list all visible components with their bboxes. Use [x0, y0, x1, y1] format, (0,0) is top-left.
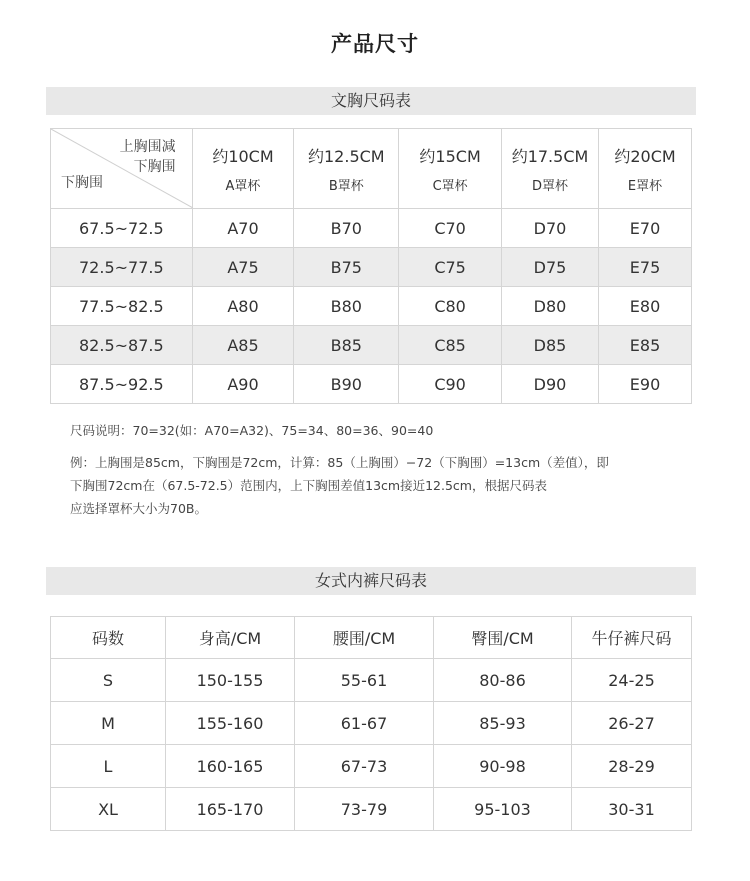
- panty-cell: 90-98: [434, 745, 572, 788]
- cup-column-header: [501, 129, 598, 209]
- bra-table-row: [51, 287, 692, 326]
- underbust-range: 77.5~82.5: [51, 287, 193, 326]
- panty-table-header-row: [51, 617, 692, 659]
- panty-cell: M: [51, 702, 166, 745]
- panty-cell: 28-29: [572, 745, 692, 788]
- panty-cell: 24-25: [572, 659, 692, 702]
- cup-name-label: C罩杯: [432, 178, 468, 194]
- bra-size-cell: C85: [399, 326, 502, 365]
- bra-size-cell: B85: [294, 326, 399, 365]
- bra-size-cell: B75: [294, 248, 399, 287]
- bra-size-cell: D75: [501, 248, 598, 287]
- corner-top-label: [120, 137, 176, 177]
- bra-size-cell: B90: [294, 365, 399, 404]
- panty-table-row: [51, 745, 692, 788]
- bra-size-cell: A85: [192, 326, 294, 365]
- underbust-range: 72.5~77.5: [51, 248, 193, 287]
- panty-cell: 80-86: [434, 659, 572, 702]
- bra-size-cell: D85: [501, 326, 598, 365]
- cup-name-label: D罩杯: [531, 178, 568, 194]
- cup-band-label: 约12.5CM: [308, 146, 385, 166]
- page-title: 产品尺寸: [331, 32, 419, 56]
- cup-band-label: 约15CM: [419, 146, 481, 166]
- bra-size-cell: D80: [501, 287, 598, 326]
- panty-cell: 95-103: [434, 788, 572, 831]
- panty-header-cell: 身高/CM: [166, 617, 295, 659]
- cup-band-label: 约20CM: [614, 146, 676, 166]
- bra-size-table: [50, 128, 692, 404]
- bra-table-row: [51, 365, 692, 404]
- panty-cell: 67-73: [295, 745, 434, 788]
- bra-size-cell: C90: [399, 365, 502, 404]
- bra-size-cell: A80: [192, 287, 294, 326]
- cup-column-header: [192, 129, 294, 209]
- panty-cell: 155-160: [166, 702, 295, 745]
- cup-name-label: E罩杯: [627, 178, 663, 194]
- bra-table-row: [51, 326, 692, 365]
- panty-cell: 30-31: [572, 788, 692, 831]
- bra-size-cell: A90: [192, 365, 294, 404]
- bra-size-cell: B70: [294, 209, 399, 248]
- corner-top-line1: 上胸围减: [119, 139, 176, 155]
- bra-size-cell: C70: [399, 209, 502, 248]
- panty-cell: 160-165: [166, 745, 295, 788]
- panty-cell: 61-67: [295, 702, 434, 745]
- cup-band-label: 约10CM: [212, 146, 274, 166]
- panty-cell: 165-170: [166, 788, 295, 831]
- bra-size-cell: C80: [399, 287, 502, 326]
- cup-name-label: B罩杯: [328, 178, 364, 194]
- bra-section-title: 文胸尺码表: [46, 87, 696, 115]
- underbust-range: 82.5~87.5: [51, 326, 193, 365]
- corner-bottom-label: 下胸围: [61, 175, 103, 191]
- bra-size-cell: C75: [399, 248, 502, 287]
- cup-column-header: [294, 129, 399, 209]
- panty-header-cell: 腰围/CM: [295, 617, 434, 659]
- panty-size-table: [50, 616, 692, 831]
- bra-size-cell: A70: [192, 209, 294, 248]
- cup-column-header: [599, 129, 692, 209]
- bra-table-row: [51, 248, 692, 287]
- bra-size-cell: B80: [294, 287, 399, 326]
- panty-cell: 26-27: [572, 702, 692, 745]
- panty-header-cell: 臀围/CM: [434, 617, 572, 659]
- bra-size-cell: D70: [501, 209, 598, 248]
- size-note: 尺码说明：70=32(如：A70=A32)、75=34、80=36、90=40: [70, 423, 434, 438]
- bra-size-cell: D90: [501, 365, 598, 404]
- corner-header-cell: [51, 129, 193, 209]
- panty-cell: 73-79: [295, 788, 434, 831]
- panty-section-title: 女式内裤尺码表: [46, 567, 696, 595]
- panty-cell: L: [51, 745, 166, 788]
- underbust-range: 67.5~72.5: [51, 209, 193, 248]
- cup-name-label: A罩杯: [225, 178, 261, 194]
- panty-table-row: [51, 788, 692, 831]
- panty-cell: XL: [51, 788, 166, 831]
- panty-table-row: [51, 702, 692, 745]
- panty-cell: S: [51, 659, 166, 702]
- panty-cell: 150-155: [166, 659, 295, 702]
- panty-cell: 55-61: [295, 659, 434, 702]
- bra-size-cell: E75: [599, 248, 692, 287]
- panty-header-cell: 牛仔裤尺码: [572, 617, 692, 659]
- underbust-range: 87.5~92.5: [51, 365, 193, 404]
- example-line: 应选择罩杯大小为70B。: [70, 501, 207, 516]
- bra-table-row: [51, 209, 692, 248]
- example-line: 例：上胸围是85cm，下胸围是72cm，计算：85（上胸围）−72（下胸围）=13cm（差值），即: [70, 455, 609, 470]
- panty-header-cell: 码数: [51, 617, 166, 659]
- bra-table-header-row: [51, 129, 692, 209]
- example-line: 下胸围72cm在（67.5-72.5）范围内，上下胸围差值13cm接近12.5cm，根据尺码表: [70, 478, 547, 493]
- bra-size-cell: E85: [599, 326, 692, 365]
- cup-band-label: 约17.5CM: [511, 146, 589, 166]
- bra-size-cell: E70: [599, 209, 692, 248]
- panty-cell: 85-93: [434, 702, 572, 745]
- bra-size-cell: A75: [192, 248, 294, 287]
- example-note: [70, 451, 609, 520]
- bra-size-cell: E90: [599, 365, 692, 404]
- corner-top-line2: 下胸围: [133, 159, 176, 175]
- panty-table-row: [51, 659, 692, 702]
- bra-size-cell: E80: [599, 287, 692, 326]
- cup-column-header: [399, 129, 502, 209]
